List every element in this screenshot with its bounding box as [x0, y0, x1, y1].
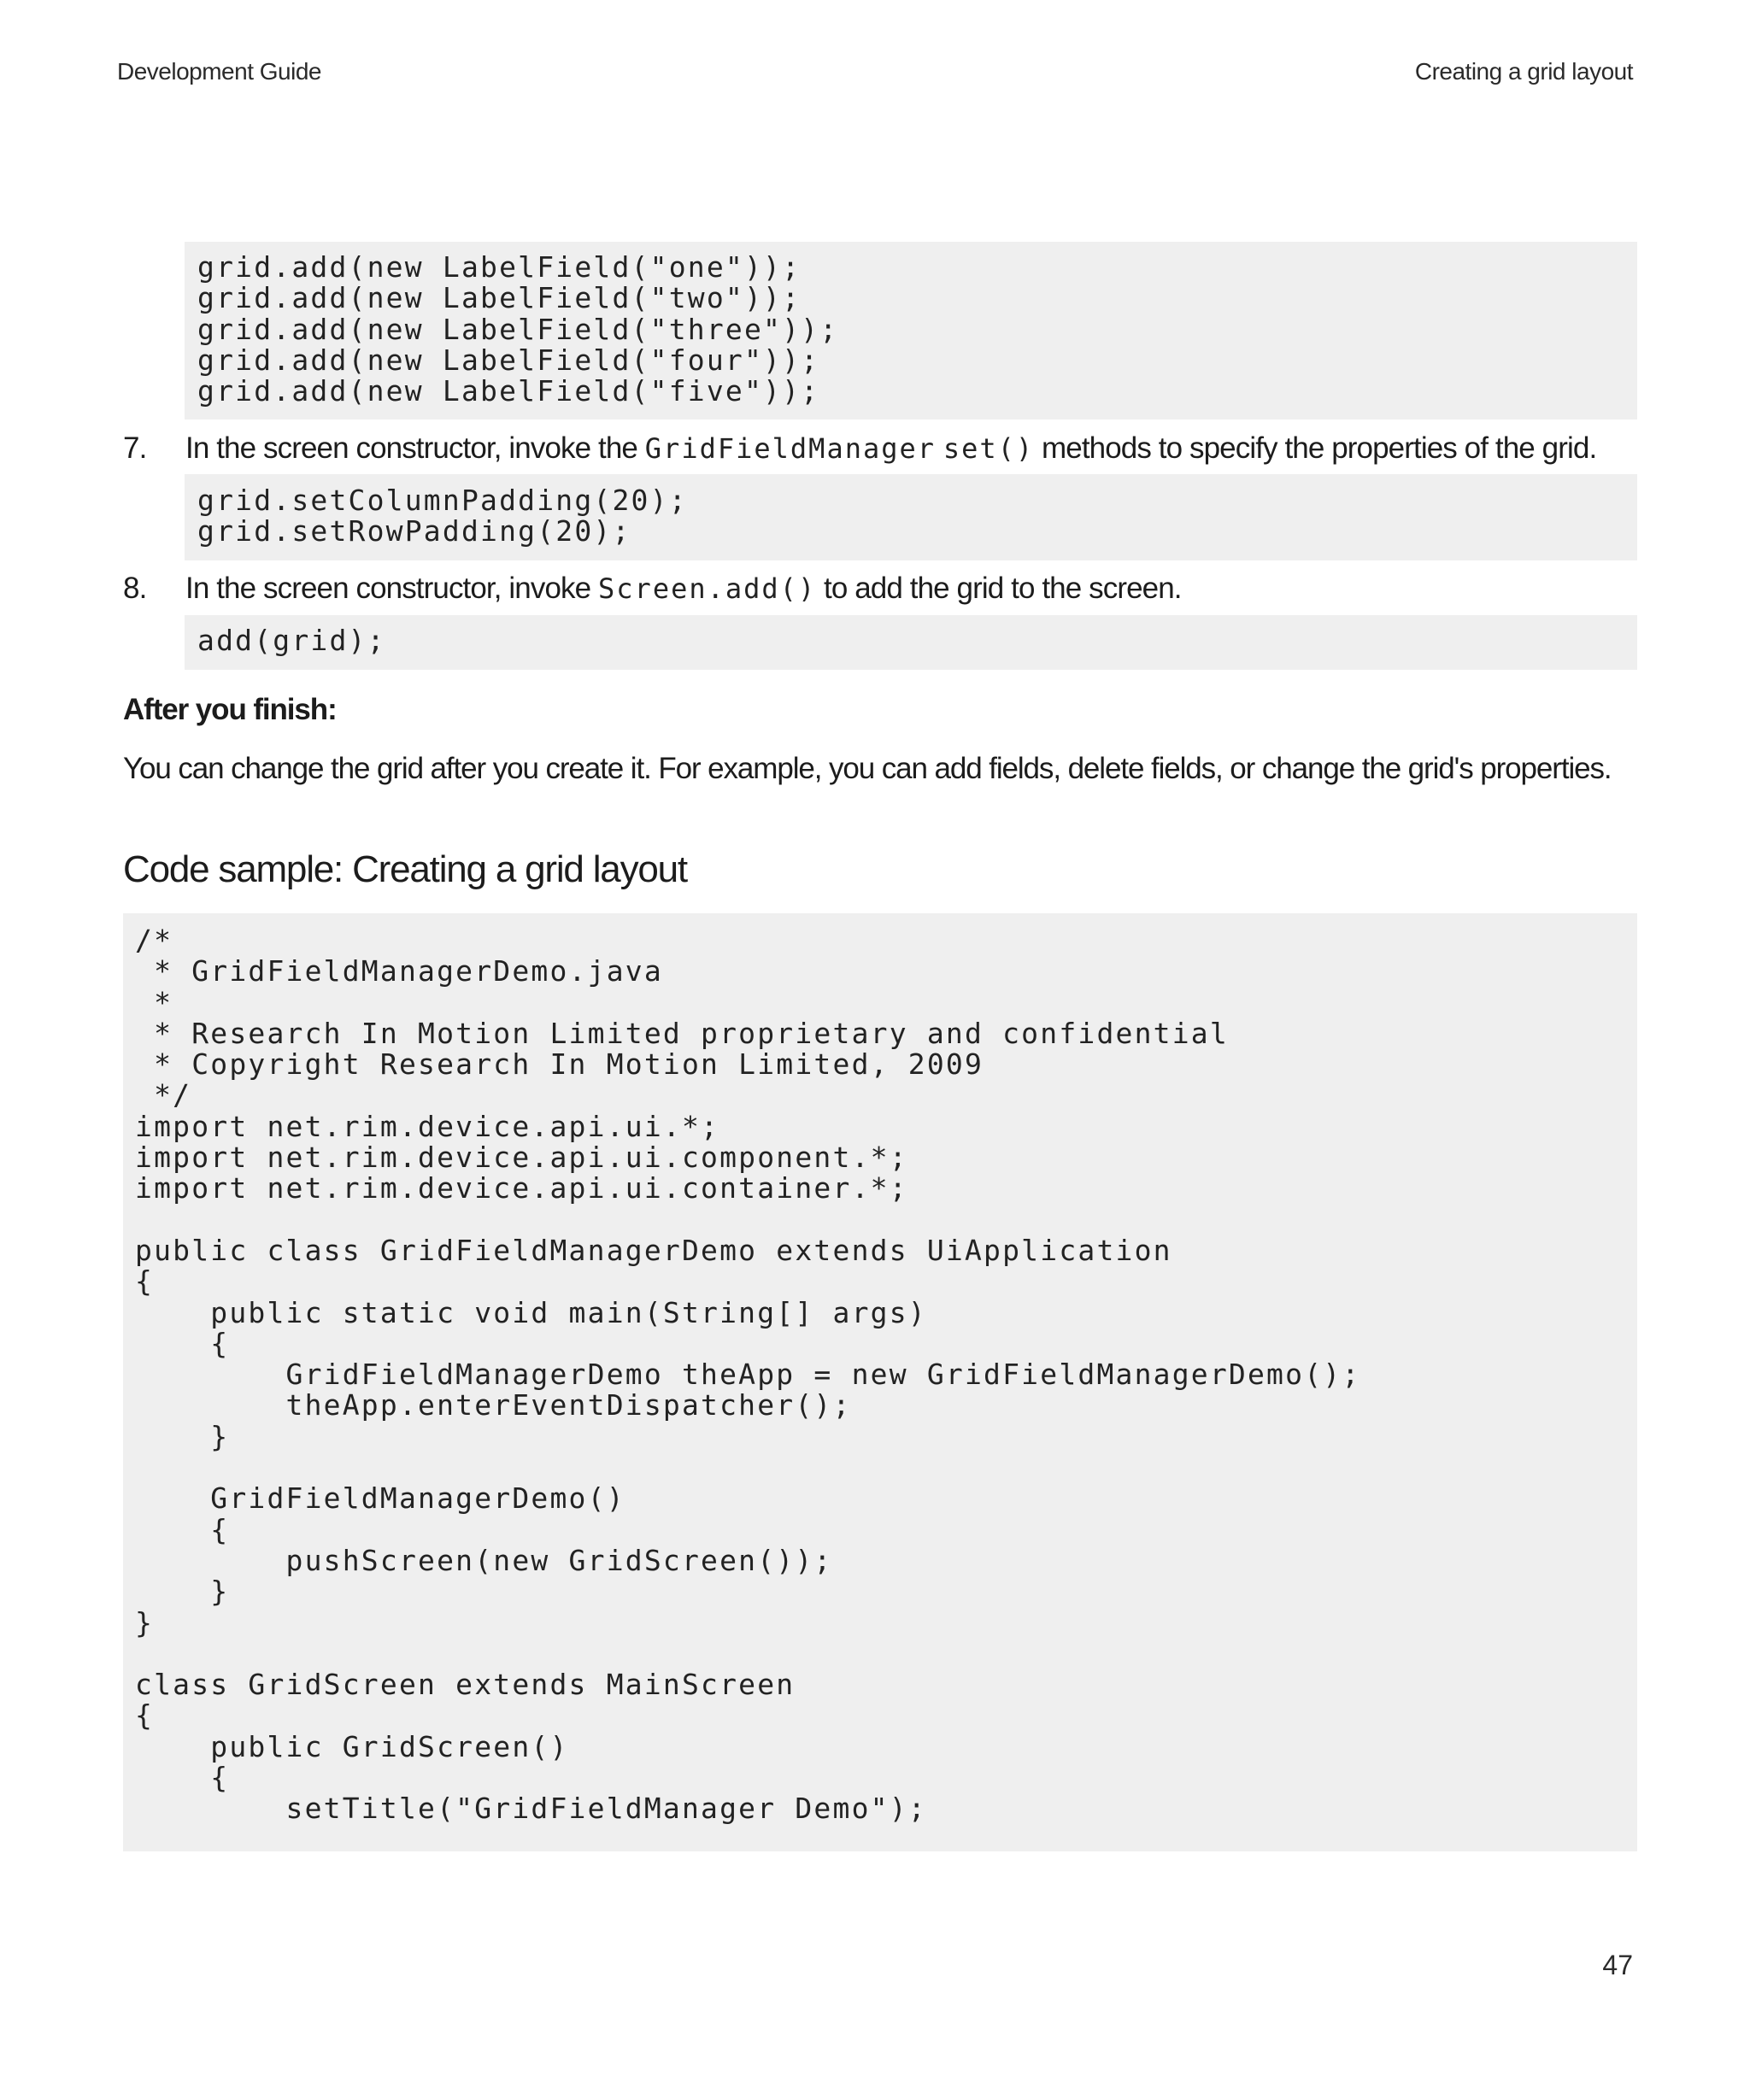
code-sample-block	[123, 913, 1637, 1851]
step-text-after: methods to specify the properties of the grid.	[1034, 431, 1597, 465]
code-block-add-grid	[185, 615, 1637, 670]
code-line: public GridScreen()	[135, 1729, 569, 1763]
code-line: pushScreen(new GridScreen());	[135, 1543, 833, 1577]
after-you-finish-text: You can change the grid after you create it. For example, you can add fields, delete fields, or change the grid's properties.	[123, 752, 1612, 785]
step-text	[185, 431, 1596, 466]
page-number: 47	[1602, 1950, 1633, 1980]
code-line: public class GridFieldManagerDemo extends UiApplication	[135, 1233, 1172, 1267]
step-number: 8.	[123, 572, 147, 605]
code-block-add-labels	[185, 242, 1637, 419]
code-line	[135, 1205, 1637, 1235]
code-block-set-padding	[185, 474, 1637, 560]
code-line: {	[135, 1698, 155, 1733]
code-line: grid.add(new LabelField("five"));	[197, 374, 820, 408]
code-line: import net.rim.device.api.ui.container.*;	[135, 1171, 908, 1205]
running-header-right: Creating a grid layout	[1414, 58, 1633, 85]
code-line: }	[135, 1575, 230, 1609]
code-line: {	[135, 1264, 155, 1299]
step-number: 7.	[123, 431, 147, 465]
code-line: {	[135, 1761, 230, 1795]
step-text-before: In the screen constructor, invoke	[185, 572, 599, 605]
code-line: grid.add(new LabelField("four"));	[197, 343, 820, 377]
code-line: grid.setColumnPadding(20);	[197, 484, 688, 517]
code-line: {	[135, 1512, 230, 1546]
code-line: }	[135, 1605, 155, 1640]
code-line: import net.rim.device.api.ui.component.*;	[135, 1141, 908, 1175]
step-text-after: to add the grid to the screen.	[816, 572, 1182, 605]
code-line: public static void main(String[] args)	[135, 1295, 927, 1329]
section-title: Code sample: Creating a grid layout	[123, 848, 687, 890]
code-line: import net.rim.device.api.ui.*;	[135, 1109, 720, 1143]
step-text	[185, 572, 1182, 606]
code-line: setTitle("GridFieldManager Demo");	[135, 1792, 927, 1826]
inline-code-gridfieldmanager: GridFieldManager	[644, 432, 937, 465]
code-line: * Copyright Research In Motion Limited, 2009	[135, 1047, 984, 1082]
inline-code-set: set()	[943, 432, 1035, 465]
step-text-before: In the screen constructor, invoke the	[185, 431, 645, 465]
inline-code-screen-add: Screen.add()	[598, 572, 817, 605]
code-line: grid.setRowPadding(20);	[197, 514, 631, 548]
code-line: grid.add(new LabelField("three"));	[197, 312, 839, 346]
code-line: {	[135, 1326, 230, 1360]
code-line: class GridScreen extends MainScreen	[135, 1668, 796, 1702]
code-line	[135, 1452, 1637, 1483]
code-line: theApp.enterEventDispatcher();	[135, 1388, 852, 1422]
code-line: grid.add(new LabelField("one"));	[197, 250, 802, 284]
code-line: add(grid);	[197, 624, 386, 657]
code-line: GridFieldManagerDemo()	[135, 1481, 625, 1516]
code-line: * Research In Motion Limited proprietary and confidential	[135, 1016, 1229, 1050]
code-line	[135, 1639, 1637, 1669]
code-line: GridFieldManagerDemo theApp = new GridFieldManagerDemo();	[135, 1358, 1361, 1392]
code-line: */	[135, 1078, 192, 1112]
code-line: }	[135, 1419, 230, 1453]
code-line: *	[135, 985, 173, 1019]
code-line: * GridFieldManagerDemo.java	[135, 954, 663, 988]
after-you-finish-heading: After you finish:	[123, 693, 337, 726]
code-line: grid.add(new LabelField("two"));	[197, 281, 802, 315]
code-line: /*	[135, 924, 173, 957]
running-header-left: Development Guide	[117, 58, 321, 85]
